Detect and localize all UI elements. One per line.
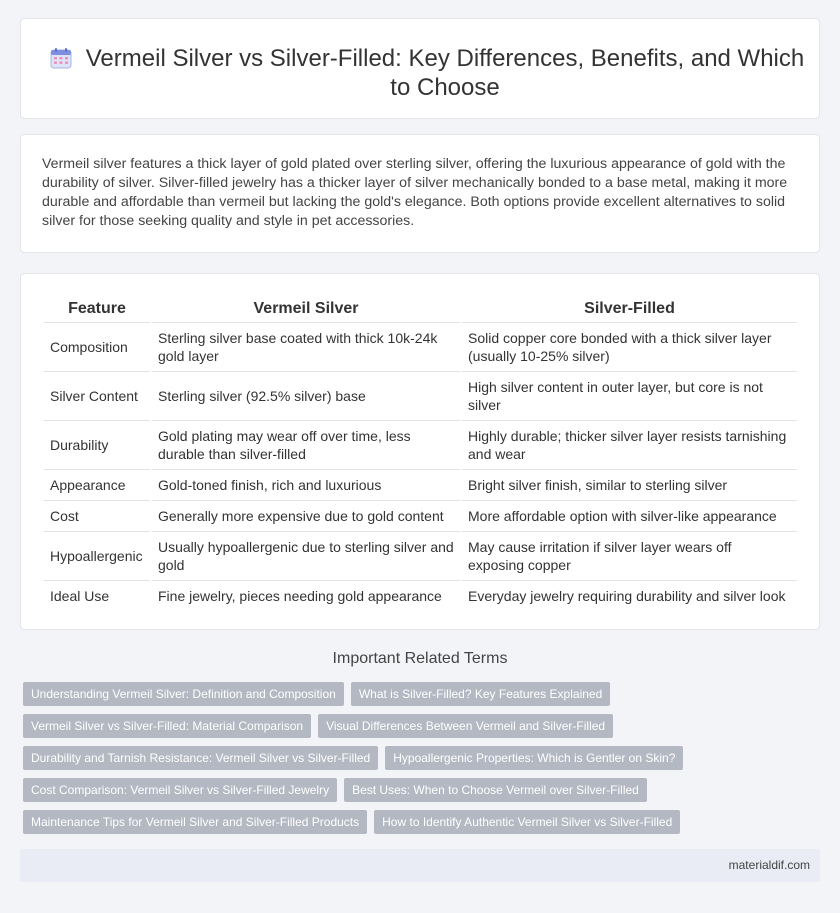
related-term-link[interactable]: How to Identify Authentic Vermeil Silver vs Silver-Filled	[374, 810, 680, 834]
table-cell-vermeil: Sterling silver base coated with thick 10k-24k gold layer	[152, 323, 460, 372]
table-cell-silver-filled: More affordable option with silver-like appearance	[462, 501, 797, 532]
table-cell-feature: Hypoallergenic	[44, 532, 150, 581]
related-term-link[interactable]: Maintenance Tips for Vermeil Silver and Silver-Filled Products	[23, 810, 367, 834]
column-header: Vermeil Silver	[152, 294, 460, 323]
table-cell-vermeil: Gold-toned finish, rich and luxurious	[152, 470, 460, 501]
table-row	[44, 372, 797, 421]
table-cell-feature: Cost	[44, 501, 150, 532]
related-terms-title: Important Related Terms	[332, 650, 508, 667]
header-card	[20, 18, 820, 119]
table-row	[44, 323, 797, 372]
table-cell-vermeil: Fine jewelry, pieces needing gold appearance	[158, 588, 442, 604]
table-row	[44, 501, 797, 532]
related-term-link[interactable]: Visual Differences Between Vermeil and Silver-Filled	[318, 714, 613, 738]
related-term-link[interactable]: Understanding Vermeil Silver: Definition and Composition	[23, 682, 344, 706]
table-row	[44, 532, 797, 581]
table-cell-feature: Ideal Use	[50, 588, 110, 604]
table-cell-vermeil: Gold plating may wear off over time, less durable than silver-filled	[152, 421, 460, 470]
table-header-row	[44, 294, 797, 323]
page-title: Vermeil Silver vs Silver-Filled: Key Differences, Benefits, and Which to Choose	[85, 45, 805, 101]
related-term-link[interactable]: Cost Comparison: Vermeil Silver vs Silver-Filled Jewelry	[23, 778, 337, 802]
footer-bar	[20, 849, 820, 882]
table-row	[44, 581, 797, 611]
column-header: Feature	[44, 294, 150, 323]
column-header: Silver-Filled	[462, 294, 797, 323]
related-terms-list	[23, 682, 818, 842]
related-term-link[interactable]: Vermeil Silver vs Silver-Filled: Material Comparison	[23, 714, 311, 738]
table-row	[44, 421, 797, 470]
footer-site-name: materialdif.com	[728, 858, 810, 872]
table-cell-feature: Composition	[44, 323, 150, 372]
intro-text: Vermeil silver features a thick layer of gold plated over sterling silver, offering the luxurious appearance of gold with the durability of silver. Silver-filled jewelry has a thicker layer of silver mechanically bonded to a base metal, making it more durable and affordable than vermeil but lacking the gold's elegance. Both options provide excellent alternatives to solid silver for those seeking quality and style in pet accessories.	[42, 156, 788, 229]
related-term-link[interactable]: Hypoallergenic Properties: Which is Gentler on Skin?	[385, 746, 683, 770]
table-cell-feature: Silver Content	[44, 372, 150, 421]
related-term-link[interactable]: Durability and Tarnish Resistance: Vermeil Silver vs Silver-Filled	[23, 746, 378, 770]
table-cell-silver-filled: Everyday jewelry requiring durability and silver look	[468, 588, 786, 604]
table-cell-feature: Durability	[44, 421, 150, 470]
table-cell-silver-filled: Highly durable; thicker silver layer resists tarnishing and wear	[462, 421, 797, 470]
table-cell-vermeil: Generally more expensive due to gold content	[152, 501, 460, 532]
table-cell-vermeil: Sterling silver (92.5% silver) base	[152, 372, 460, 421]
table-cell-silver-filled: High silver content in outer layer, but core is not silver	[462, 372, 797, 421]
related-term-link[interactable]: Best Uses: When to Choose Vermeil over Silver-Filled	[344, 778, 647, 802]
table-cell-silver-filled: May cause irritation if silver layer wears off exposing copper	[462, 532, 797, 581]
table-cell-vermeil: Usually hypoallergenic due to sterling silver and gold	[152, 532, 460, 581]
table-cell-silver-filled: Solid copper core bonded with a thick silver layer (usually 10-25% silver)	[462, 323, 797, 372]
table-cell-silver-filled: Bright silver finish, similar to sterling silver	[462, 470, 797, 501]
comparison-table	[42, 294, 799, 611]
intro-card	[20, 134, 820, 253]
comparison-table-card	[20, 273, 820, 630]
calendar-icon	[49, 46, 73, 70]
related-term-link[interactable]: What is Silver-Filled? Key Features Explained	[351, 682, 610, 706]
table-cell-feature: Appearance	[44, 470, 150, 501]
table-row	[44, 470, 797, 501]
